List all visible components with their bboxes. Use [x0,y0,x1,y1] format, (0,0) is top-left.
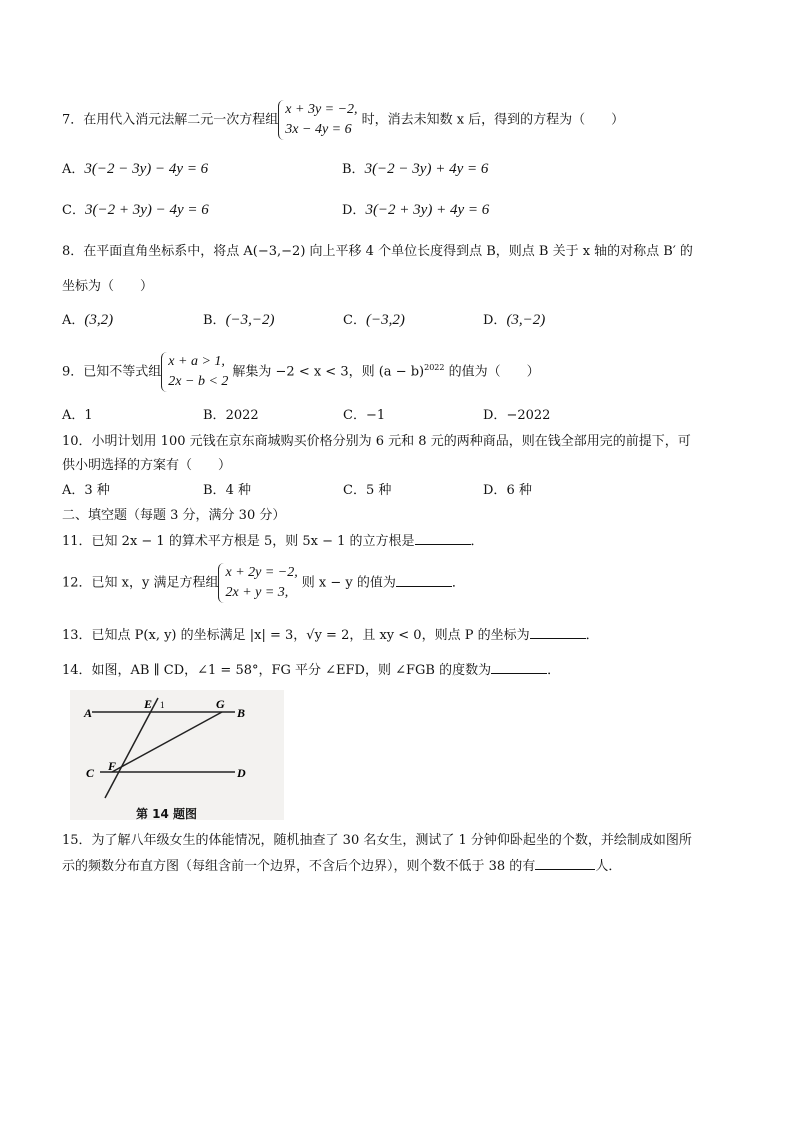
q7-eq2: 3x − 4y = 6 [285,122,352,137]
q12-text-b: 则 x − y 的值为 [301,575,396,591]
q14-answer-blank[interactable] [491,661,547,674]
q7-option-a[interactable] [62,160,208,179]
q12-text-a: 12．已知 x，y 满足方程组 [62,575,219,591]
option-text: 3 种 [84,483,110,498]
question-14 [62,661,560,680]
q9-option-a[interactable] [62,407,93,425]
label-b: B [237,706,246,720]
line-fg [112,712,222,772]
q9-stem-b: 解集为 −2 < x < 3，则 (a − b) [232,364,425,380]
q11-answer-blank[interactable] [415,532,471,545]
q9-inequality-system [161,352,232,392]
option-text: (−3,−2) [225,312,275,328]
option-label: B． [203,313,226,328]
q12-eq2: 2x + y = 3, [225,585,289,600]
q9-exponent: 2022 [424,363,445,373]
label-c: C [86,766,95,780]
q12-period: ． [451,575,465,591]
label-f: F [108,759,117,773]
option-label: A． [62,162,85,177]
question-8-line2: 坐标为（ ） [62,279,154,294]
q9-option-c[interactable] [343,407,385,425]
question-15-line2 [62,857,621,876]
q8-option-c[interactable] [343,311,405,330]
q11-text: 11．已知 2x − 1 的算术平方根是 5，则 5x − 1 的立方根是 [62,534,415,549]
question-10-line2: 供小明选择的方案有（ ） [62,458,232,473]
question-11 [62,532,484,551]
figure-14-diagram [70,690,284,820]
label-g: G [216,697,225,711]
question-12 [62,563,465,603]
q13-period: ． [585,628,599,643]
q15-answer-blank[interactable] [535,857,595,870]
option-label: C． [62,203,85,218]
q7-equation-system [278,100,361,140]
q12-equation-system [218,563,301,603]
q10-option-c[interactable] [343,482,391,500]
option-text: −1 [365,408,386,423]
option-text: 3(−2 + 3y) + 4y = 6 [365,202,490,218]
q10-option-d[interactable] [483,482,532,500]
option-label: C． [343,483,366,498]
option-label: B． [342,162,365,177]
q11-period: ． [470,534,484,549]
question-7 [62,100,624,140]
option-label: D． [483,408,507,423]
option-text: 3(−2 + 3y) − 4y = 6 [84,202,209,218]
q9-option-d[interactable] [483,407,550,425]
option-label: A． [62,408,85,423]
option-text: (−3,2) [365,312,405,328]
option-text: (3,−2) [506,312,546,328]
option-text: (3,2) [84,312,114,328]
option-label: D． [483,483,507,498]
q8-option-b[interactable] [203,311,275,330]
q9-eq1: x + a > 1, [168,354,225,369]
q7-option-d[interactable] [342,201,489,220]
option-label: A． [62,313,85,328]
option-label: B． [203,408,226,423]
option-label: C． [343,408,366,423]
q14-period: ． [547,663,561,678]
option-text: 3(−2 − 3y) − 4y = 6 [84,161,209,177]
label-d: D [237,766,246,780]
question-8-line1: 8．在平面直角坐标系中，将点 A(−3,−2) 向上平移 4 个单位长度得到点 B，则点 B 关于 x 轴的对称点 B′ 的 [62,244,693,259]
q13-answer-blank[interactable] [530,626,586,639]
option-label: C． [343,313,366,328]
q12-eq1: x + 2y = −2, [225,565,298,580]
q9-stem-c: 的值为（ ） [444,364,540,380]
option-label: D． [483,313,507,328]
q15-text: 示的频数分布直方图（每组含前一个边界，不含后个边界），则个数不低于 38 的有 [62,859,536,874]
q7-stem-a: 7．在用代入消元法解二元一次方程组 [62,112,279,128]
q14-text: 14．如图，AB ∥ CD，∠1 = 58°，FG 平分 ∠EFD，则 ∠FGB 的度数为 [62,663,492,678]
label-angle-1: 1 [160,700,165,710]
option-text: −2022 [506,408,551,423]
q7-option-c[interactable] [62,201,209,220]
q10-option-b[interactable] [203,482,251,500]
option-text: 1 [84,408,93,423]
q7-option-b[interactable] [342,160,488,179]
q7-stem-b: 时，消去未知数 x 后，得到的方程为（ ） [361,112,625,128]
q9-stem-a: 9．已知不等式组 [62,364,162,380]
q15-unit: 人． [595,859,622,874]
question-13 [62,626,599,645]
option-label: D． [342,203,366,218]
label-a: A [84,706,93,720]
q9-option-b[interactable] [203,407,259,425]
q8-option-d[interactable] [483,311,545,330]
question-15-line1: 15．为了解八年级女生的体能情况，随机抽查了 30 名女生，测试了 1 分钟仰卧起坐的个数，并绘制成如图所 [62,833,692,848]
option-text: 2022 [225,408,259,423]
option-text: 3(−2 − 3y) + 4y = 6 [364,161,489,177]
q12-answer-blank[interactable] [396,574,452,587]
q9-eq2: 2x − b < 2 [168,374,229,389]
q7-eq1: x + 3y = −2, [285,102,358,117]
option-label: A． [62,483,85,498]
option-text: 5 种 [365,483,392,498]
question-10-line1: 10．小明计划用 100 元钱在京东商城购买价格分别为 6 元和 8 元的两种商品，则在钱全部用完的前提下，可 [62,434,691,449]
label-e: E [144,697,153,711]
q13-text: 13．已知点 P(x, y) 的坐标满足 |x| = 3，√y = 2，且 xy < 0，则点 P 的坐标为 [62,628,530,643]
q10-option-a[interactable] [62,482,110,500]
section-fill-in-blank-title: 二、填空题（每题 3 分，满分 30 分） [62,508,286,523]
figure-14 [70,690,284,820]
option-label: B． [203,483,226,498]
figure-14-caption: 第 14 题图 [136,807,198,821]
line-ef-transversal [105,698,158,798]
option-text: 4 种 [225,483,251,498]
option-text: 6 种 [506,483,532,498]
question-9 [62,352,540,392]
q8-option-a[interactable] [62,311,113,330]
